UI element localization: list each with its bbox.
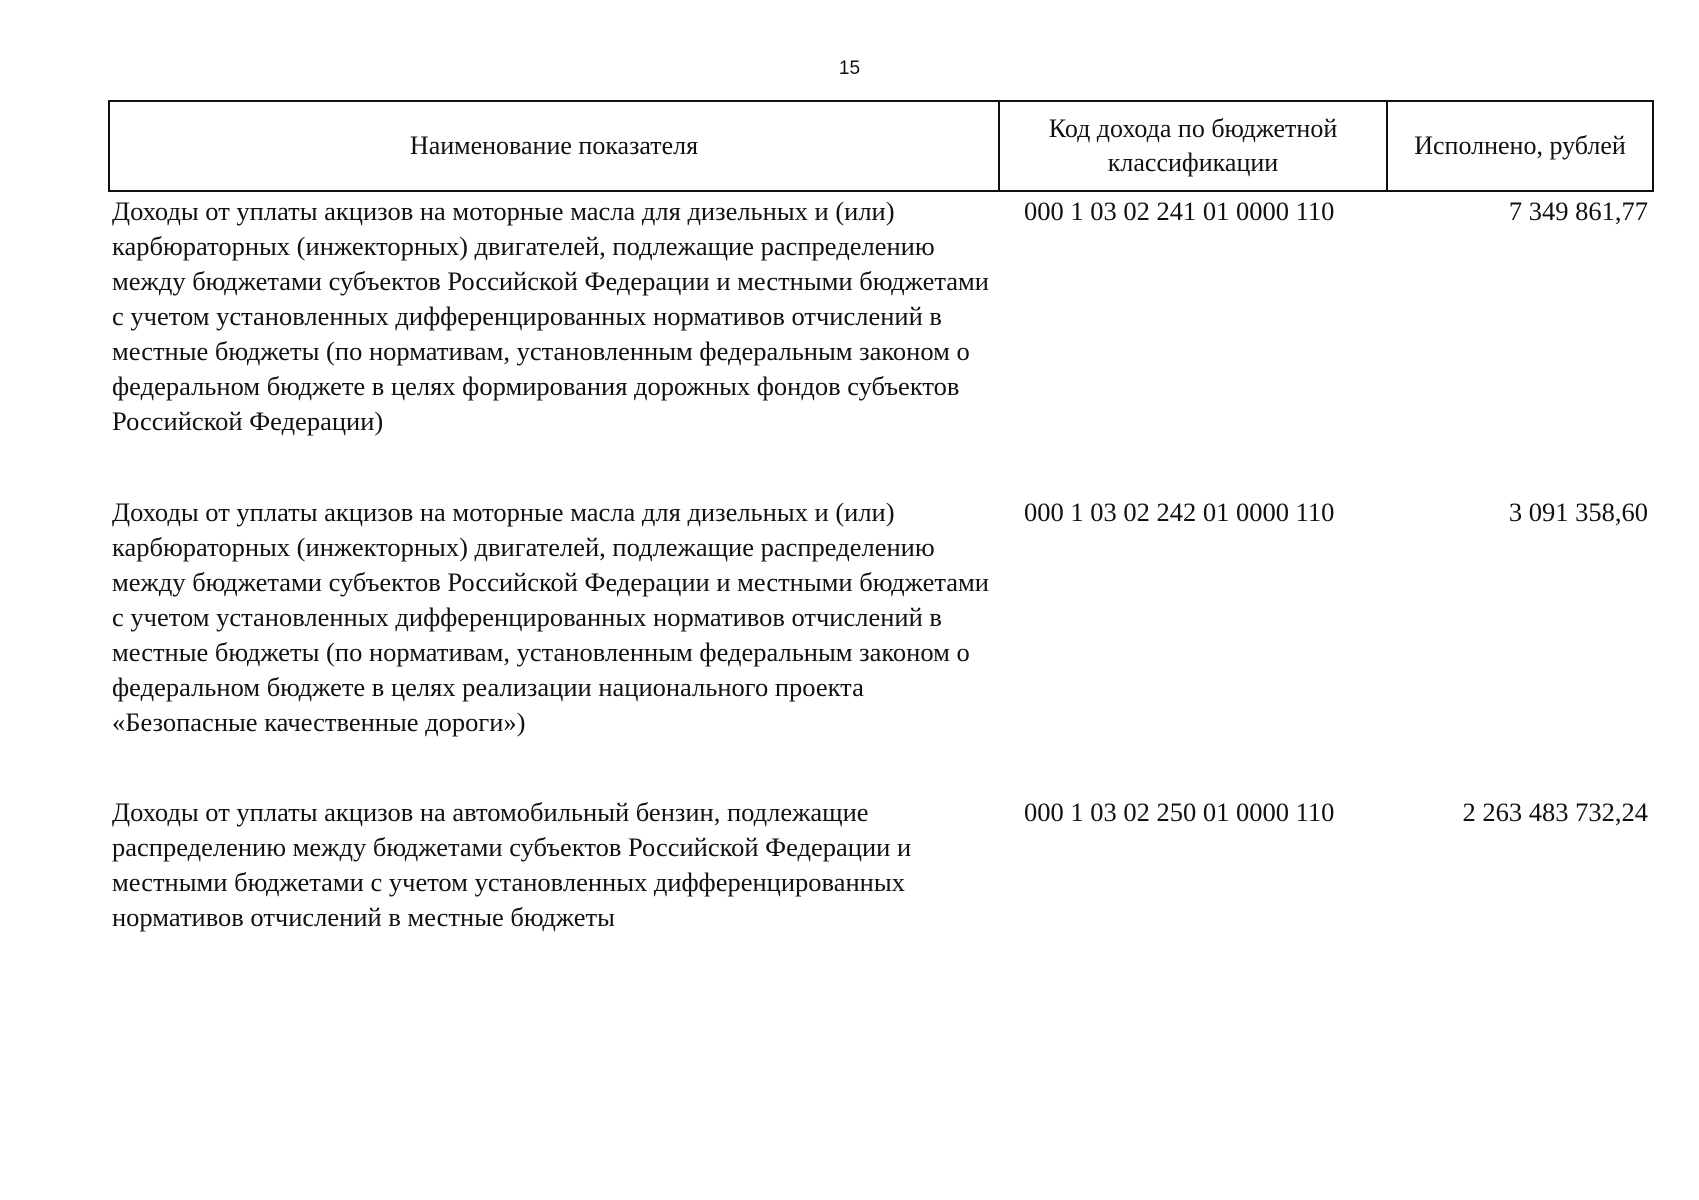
row-income-code: 000 1 03 02 250 01 0000 110 (1024, 797, 1335, 827)
table-header (108, 100, 1654, 192)
header-indicator-name: Наименование показателя (110, 102, 1000, 190)
header-executed-amount: Исполнено, рублей (1414, 131, 1626, 160)
row-income-code: 000 1 03 02 242 01 0000 110 (1024, 497, 1335, 527)
table-row (112, 495, 1652, 740)
row-indicator-name: Доходы от уплаты акцизов на автомобильный бензин, подлежащие распределению между бюджетами субъектов Российской Федерации и местными бюджетами с учетом установленных дифференцированных нормативов отчислений в местные бюджеты (112, 797, 912, 932)
row-executed-amount: 7 349 861,77 (1508, 196, 1648, 226)
row-executed-amount: 3 091 358,60 (1508, 497, 1648, 527)
row-income-code: 000 1 03 02 241 01 0000 110 (1024, 196, 1335, 226)
table-row (112, 194, 1652, 439)
row-executed-amount: 2 263 483 732,24 (1462, 797, 1648, 827)
table-row (112, 795, 1652, 935)
row-indicator-name: Доходы от уплаты акцизов на моторные масла для дизельных и (или) карбюраторных (инжекторных) двигателей, подлежащие распределению между бюджетами субъектов Российской Федерации и местными бюджетами с учетом установленных дифференцированных нормативов отчислений в местные бюджеты (по нормативам, установленным федеральным законом о федеральном бюджете в целях реализации национального проекта «Безопасные качественные дороги») (112, 497, 989, 737)
row-indicator-name: Доходы от уплаты акцизов на моторные масла для дизельных и (или) карбюраторных (инжекторных) двигателей, подлежащие распределению между бюджетами субъектов Российской Федерации и местными бюджетами с учетом установленных дифференцированных нормативов отчислений в местные бюджеты (по нормативам, установленным федеральным законом о федеральном бюджете в целях формирования дорожных фондов субъектов Российской Федерации) (112, 196, 989, 436)
page-number: 15 (838, 58, 861, 79)
header-income-code: Код дохода по бюджетной классификации (1000, 102, 1388, 190)
